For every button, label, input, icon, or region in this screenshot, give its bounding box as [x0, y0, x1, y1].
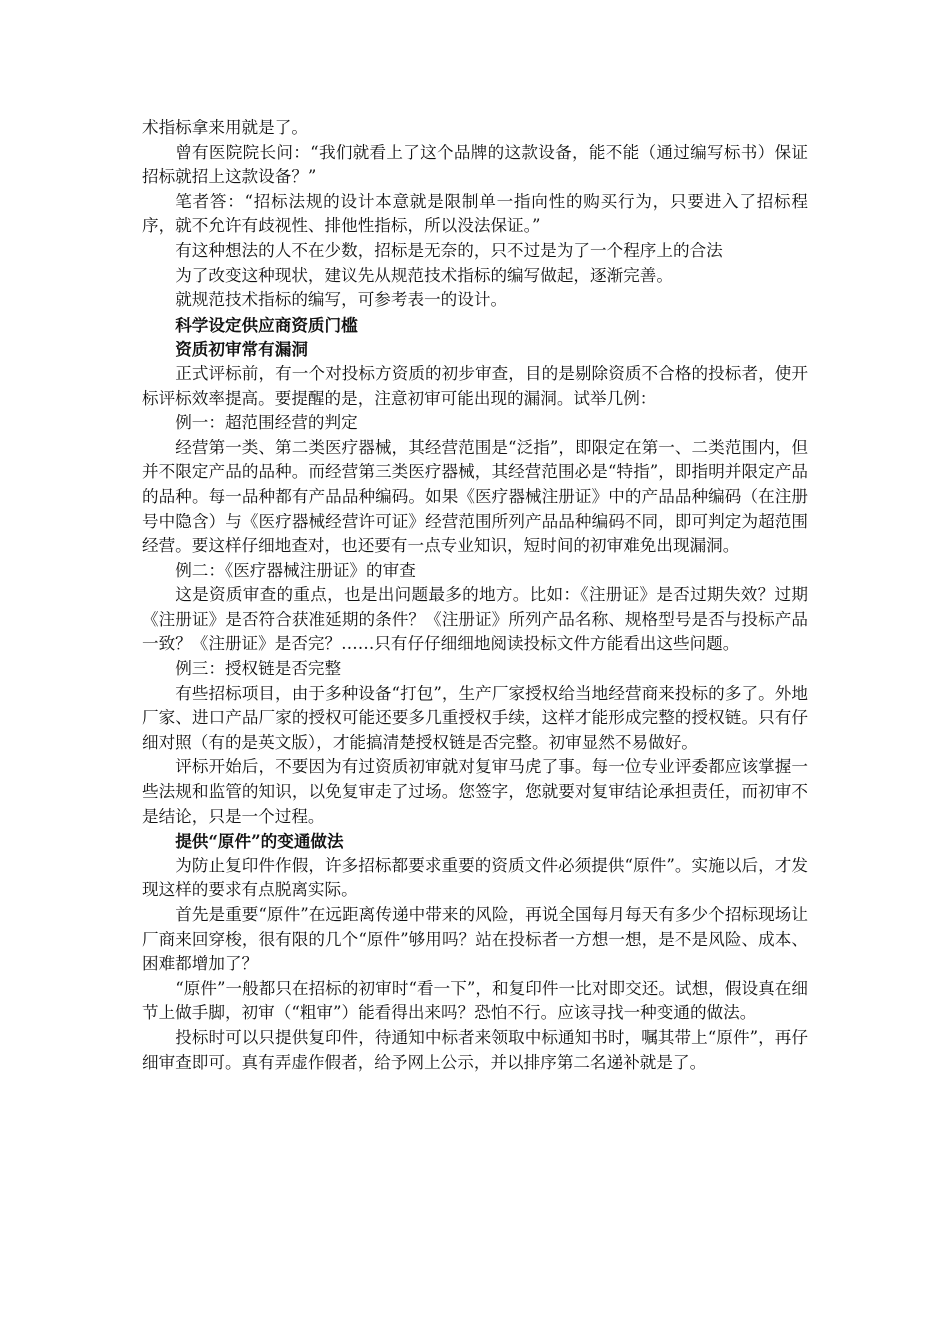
- example-label: 例三：授权链是否完整: [175, 659, 342, 679]
- paragraph: 首先是重要“原件”在远距离传递中带来的风险，再说全国每月每天有多少个招标现场让厂商来回穿梭，很有限的几个“原件”够用吗？站在投标者一方想一想，是不是风险、成本、困难都增加了？: [142, 905, 808, 974]
- paragraph: 就规范技术指标的编写，可参考表一的设计。: [175, 290, 508, 310]
- paragraph: 评标开始后，不要因为有过资质初审就对复审马虎了事。每一位专业评委都应该掌握一些法规和监管的知识，以免复审走了过场。您签字，您就要对复审结论承担责任，而初审不是结论，只是一个过程。: [142, 757, 808, 826]
- example-label: 例二：《医疗器械注册证》的审查: [175, 560, 416, 580]
- paragraph: 这是资质审查的重点，也是出问题最多的地方。比如：《注册证》是否过期失效？过期《注册证》是否符合获准延期的条件？《注册证》所列产品名称、规格型号是否与投标产品一致？《注册证》是否完？……只有仔仔细细地阅读投标文件方能看出这些问题。: [142, 585, 808, 654]
- document-body: [142, 116, 808, 1075]
- paragraph: “原件”一般都只在招标的初审时“看一下”，和复印件一比对即交还。试想，假设真在细节上做手脚，初审（“粗审”）能看得出来吗？恐怕不行。应该寻找一种变通的做法。: [142, 978, 808, 1023]
- paragraph: 有这种想法的人不在少数，招标是无奈的，只不过是为了一个程序上的合法: [175, 240, 723, 260]
- paragraph: 笔者答：“招标法规的设计本意就是限制单一指向性的购买行为，只要进入了招标程序，就不允许有歧视性、排他性指标，所以没法保证。”: [142, 191, 808, 236]
- paragraph: 投标时可以只提供复印件，待通知中标者来领取中标通知书时，嘱其带上“原件”，再仔细审查即可。真有弄虚作假者，给予网上公示，并以排序第二名递补就是了。: [142, 1027, 808, 1072]
- paragraph: 有些招标项目，由于多种设备“打包”，生产厂家授权给当地经营商来投标的多了。外地厂家、进口产品厂家的授权可能还要多几重授权手续，这样才能形成完整的授权链。只有仔细对照（有的是英文版），才能搞清楚授权链是否完整。初审显然不易做好。: [142, 683, 808, 752]
- paragraph: 术指标拿来用就是了。: [142, 118, 308, 137]
- paragraph: 为了改变这种现状，建议先从规范技术指标的编写做起，逐渐完善。: [175, 265, 673, 285]
- paragraph: 曾有医院院长问：“我们就看上了这个品牌的这款设备，能不能（通过编写标书）保证招标就招上这款设备？”: [142, 142, 808, 187]
- paragraph: 为防止复印件作假，许多招标都要求重要的资质文件必须提供“原件”。实施以后，才发现这样的要求有点脱离实际。: [142, 855, 808, 900]
- subsection-heading: 资质初审常有漏洞: [175, 339, 308, 360]
- paragraph: 正式评标前，有一个对投标方资质的初步审查，目的是剔除资质不合格的投标者，使开标评标效率提高。要提醒的是，注意初审可能出现的漏洞。试举几例：: [142, 363, 808, 408]
- subsection-heading: 提供“原件”的变通做法: [175, 831, 344, 852]
- section-heading: 科学设定供应商资质门槛: [175, 314, 358, 335]
- paragraph: 经营第一类、第二类医疗器械，其经营范围是“泛指”，即限定在第一、二类范围内，但并不限定产品的品种。而经营第三类医疗器械，其经营范围必是“特指”，即指明并限定产品的品种。每一品种都有产品品种编码。如果《医疗器械注册证》中的产品品种编码（在注册号中隐含）与《医疗器械经营许可证》经营范围所列产品品种编码不同，即可判定为超范围经营。要这样仔细地查对，也还要有一点专业知识，短时间的初审难免出现漏洞。: [142, 437, 808, 556]
- example-label: 例一：超范围经营的判定: [175, 413, 358, 433]
